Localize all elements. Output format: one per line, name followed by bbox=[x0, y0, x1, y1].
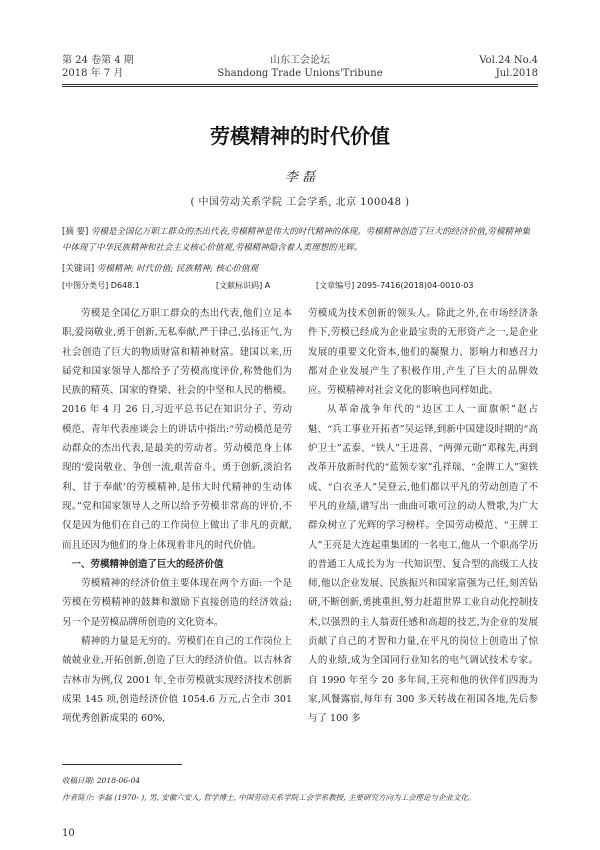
abstract-text: 劳模是全国亿万职工群众的杰出代表,劳模精神是伟大的时代精神的体现。劳模精神创造了巨大的经济价值,劳模精神集中体现了中华民族精神和社会主义核心价值观,劳模精神隐含着人类理想的光辉。 bbox=[62, 227, 530, 253]
author-affiliation: ( 中国劳动关系学院 工会学系, 北京 100048 ) bbox=[190, 197, 410, 208]
body-paragraph: 从革命战争年代的“边区工人一面旗帜”赵占魁、“兵工事业开拓者”吴运铎,到新中国建设时期的“高炉卫士”孟泰、“铁人”王进喜、“两弹元勋”邓稼先,再到改革开放新时代的“蓝领专家”孔祥瑞、“金牌工人”窦铁成、“白衣圣人”吴登云,他们都以平凡的劳动创造了不平凡的业绩,谱写出一曲曲可歌可泣的动人赞歌,为广大群众树立了光辉的学习榜样。全国劳动模范、“王牌工人”王亮是大连起重集团的一名电工,他从一个职高学历的普通工人成长为为一代知识型、复合型的高级工人技师,他以企业发展、民族振兴和国家富强为己任,刻苦钻研,不断创新,勇挑重担,努力赶超世界工业自动化控制技术,以强烈的主人翁责任感和高超的技艺,为企业的发展贡献了自己的才智和力量,在平凡的岗位上创造出了惊人的业绩,成为全国同行业知名的电气调试技术专家。自 1990 年至今 20 多年间,王亮和他的伙伴们四海为家,风餐露宿,每年有 300 多天转战在祖国各地,先后参与了 100 多 bbox=[308, 404, 538, 725]
footnote-author-bio: 作者简介: 李磊 (1970- ), 男, 安徽六安人, 哲学博士, 中国劳动关系学院工会学系教授, 主要研究方向为工会理论与企业文化。 bbox=[62, 793, 476, 802]
header-center bbox=[200, 54, 400, 80]
header-divider-thin bbox=[62, 86, 538, 87]
abstract bbox=[62, 224, 538, 256]
section-heading: 一、劳模精神创造了巨大的经济价值 bbox=[71, 558, 224, 570]
footnote-divider bbox=[62, 764, 182, 765]
header-left bbox=[62, 54, 134, 80]
volume-issue-cn: 第 24 卷第 4 期 bbox=[62, 55, 134, 66]
abstract-label: [摘 要] bbox=[62, 227, 89, 237]
body-column-right bbox=[308, 304, 538, 729]
journal-name-cn: 山东工会论坛 bbox=[270, 55, 330, 66]
body-paragraph: 劳模成为技术创新的领头人。除此之外,在市场经济条件下,劳模已经成为企业最宝贵的无形资产之一,是企业发展的重要文化资本,他们的凝聚力、影响力和感召力都对企业发展产生了积极作用,产生了巨大的品牌效应。劳模精神对社会文化的影响也同样如此。 bbox=[308, 308, 538, 397]
date-en: Jul.2018 bbox=[495, 68, 538, 79]
keywords-text: 劳模精神; 时代价值; 民族精神; 核心价值观 bbox=[96, 264, 259, 274]
header-divider bbox=[62, 84, 538, 85]
body-column-left bbox=[62, 304, 292, 729]
article-title: 劳模精神的时代价值 bbox=[210, 124, 390, 148]
article-id: [文章编号] 2095-7416(2018)04-0010-03 bbox=[316, 281, 474, 290]
page-number: 10 bbox=[62, 828, 75, 839]
journal-name-en: Shandong Trade Unions'Tribune bbox=[217, 68, 383, 79]
author-name: 李 磊 bbox=[284, 170, 316, 185]
body-paragraph: 劳模精神的经济价值主要体现在两个方面:一个是劳模在劳模精神的鼓舞和激励下直接创造的经济效益;另一个是劳模品牌所创造的文化资本。 bbox=[62, 578, 292, 628]
footnote-received: 收稿日期: 2018-06-04 bbox=[62, 776, 141, 785]
clc-number: [中图分类号] D648.1 bbox=[62, 281, 140, 290]
header-right bbox=[479, 54, 538, 80]
keywords-label: [关键词] bbox=[62, 264, 95, 274]
body-paragraph: 精神的力量是无穷的。劳模们在自己的工作岗位上兢兢业业,开拓创新,创造了巨大的经济价值。以吉林省吉林市为例,仅 2001 年,全市劳模就实现经济技术创新成果 145 项,创造经济价值 1054.6 万元,占全市 301 项优秀创新成果的 60%, bbox=[62, 636, 292, 725]
keywords bbox=[62, 262, 538, 274]
date-cn: 2018 年 7 月 bbox=[62, 68, 124, 79]
document-code: [文献标识码] A bbox=[216, 281, 271, 290]
body-paragraph: 劳模是全国亿万职工群众的杰出代表,他们立足本职,爱岗敬业,勇于创新,无私奉献,严于律己,弘扬正气,为社会创造了巨大的物质财富和精神财富。建国以来,历届党和国家领导人都给予了劳模高度评价,称赞他们为民族的精英、国家的脊梁、社会的中坚和人民的楷模。2016 年 4 月 26 日,习近平总书记在知识分子、劳动模范、青年代表座谈会上的讲话中指出:“劳动模范是劳动群众的杰出代表,是最美的劳动者。劳动模范身上体现的‘爱岗敬业、争创一流,艰苦奋斗、勇于创新,淡泊名利、甘于奉献’的劳模精神,是伟大时代精神的生动体现。”党和国家领导人之所以给予劳模非常高的评价,不仅是因为他们在自己的工作岗位上做出了非凡的贡献,而且还因为他们的身上体现着非凡的时代价值。 bbox=[62, 308, 292, 551]
volume-issue-en: Vol.24 No.4 bbox=[479, 55, 538, 66]
